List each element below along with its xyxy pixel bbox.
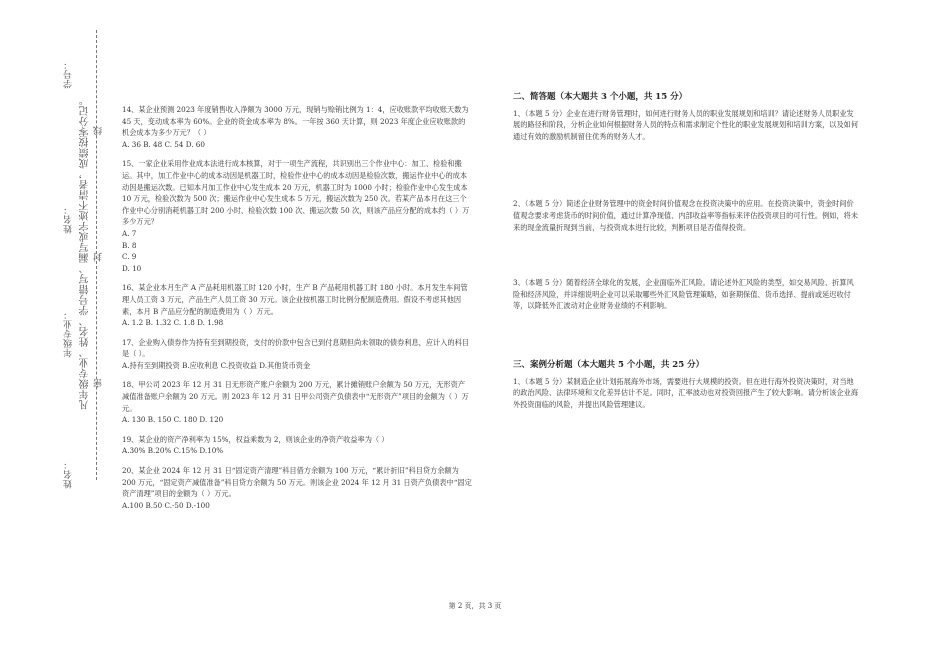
fold-mark: 封 xyxy=(94,252,104,262)
question-text: 17、企业购入债券作为持有至到期投资，支付的价款中包含已到付息期但尚未领取的债券利息，应计入的科目是（ ）。 xyxy=(122,337,469,359)
question-15 xyxy=(122,158,472,274)
short-answer-section-title: 二、简答题（本大题共 3 个小题，共 15 分） xyxy=(513,92,688,102)
major-label: 年级专业： xyxy=(64,310,74,358)
short-answer-3: 3、（本题 5 分）随着经济全球化的发展，企业面临外汇风险。请论述外汇风险的类型，如交易风险、折算风险和经济风险，并详细说明企业可以采取哪些外汇风险管理策略，如套期保值、货币选择、提前或延迟收付等，以降低外汇波动对企业财务业绩的不利影响。 xyxy=(513,278,854,311)
option-d: D. 10 xyxy=(122,263,142,273)
right-question-column xyxy=(513,92,858,410)
student-id-label: 学号： xyxy=(64,60,74,89)
line-mark: 线 xyxy=(94,126,104,136)
warning-text: 凡年级专业、姓名、学号错写、漏写或字迹不清者，成绩按零分记。 xyxy=(80,95,91,410)
question-options: A.持有至到期投资 B.应收利息 C.投资收益 D.其他货币资金 xyxy=(122,360,311,370)
question-18 xyxy=(122,379,472,425)
option-b: B. 8 xyxy=(122,240,137,250)
question-options: A.30% B.20% C.15% D.10% xyxy=(122,446,224,456)
question-16 xyxy=(122,282,472,328)
question-options: A. 36 B. 48 C. 54 D. 60 xyxy=(122,139,205,149)
seal-mark: 密 xyxy=(94,378,104,388)
option-a: A. 7 xyxy=(122,228,137,238)
school-label: 姓名： xyxy=(64,460,74,489)
question-text: 19、某企业的资产净利率为 15%，权益乘数为 2，则该企业的净资产收益率为（ ） xyxy=(122,434,389,444)
question-14 xyxy=(122,104,472,150)
question-text: 16、某企业本月生产 A 产品耗用机器工时 120 小时，生产 B 产品耗用机器工时 180 小时。本月发生车间管理人员工资 3 万元，产品生产人员工资 30 万元。该企业按机器工时比例分配制造费用。假设不考虑其他因素，本月 B 产品应分配的制造费用为（ ）万元。 xyxy=(122,283,468,316)
question-options: A. 1.2 B. 1.32 C. 1.8 D. 1.98 xyxy=(122,318,224,328)
option-c: C. 9 xyxy=(122,252,137,262)
short-answer-1: 1、（本题 5 分）企业在进行财务管理时，如何进行财务人员的职业发展规划和培训？请论述财务人员职业发展的路径和阶段，分析企业如何根据财务人员的特点和需求制定个性化的职业发展规划和培训方案，以及如何通过有效的激励机制留住优秀的财务人才。 xyxy=(513,108,859,141)
page-footer: 第 2 页，共 3 页 xyxy=(448,602,502,610)
question-text: 18、甲公司 2023 年 12 月 31 日无形资产账户余额为 200 万元，累计摊销账户余额为 50 万元，无形资产减值准备账户余额为 20 万元。则 2023 年 12 月 31 日甲公司资产负债表中“无形资产”项目的金额为（ ）万元。 xyxy=(122,380,469,413)
question-text: 14、某企业预测 2023 年度销售收入净额为 3000 万元，现销与赊销比例为 1：4，应收账款平均收账天数为 45 天，变动成本率为 60%。企业的资金成本率为 8%。一年按 360 天计算，则 2023 年度企业应收账款的机会成本为多少万元？（ ） xyxy=(122,105,469,138)
question-20 xyxy=(122,465,472,511)
name-label: 姓名： xyxy=(64,205,74,234)
question-17 xyxy=(122,337,472,372)
binding-cut-line xyxy=(96,30,97,480)
question-19 xyxy=(122,434,472,457)
short-answer-2: 2、（本题 5 分）简述企业财务管理中的资金时间价值观念在投资决策中的应用。在投资决策中，资金时间价值观念要求考虑货币的时间价值，通过计算净现值、内部收益率等指标来评估投资项目的可行性。例如，将未来的现金流量折现到当前，与投资成本进行比较，判断项目是否值得投资。 xyxy=(513,199,859,232)
question-text: 15、一家企业采用作业成本法进行成本核算，对于一项生产流程，共识别出三个作业中心：加工、检验和搬运。其中，加工作业中心的成本动因是机器工时，检验作业中心的成本动因是检验次数，搬运作业中心的成本动因是搬运次数。已知本月加工作业中心发生成本 20 万元，机器工时为 1000 小时；检验作业中心发生成本 10 万元，检验次数为 500 次；搬运作业中心发生成本 5 万元，搬运次数为 250 次。若某产品本月在这三个作业中心分别消耗机器工时 200 小时、检验次数 100 次、搬运次数 50 次，则该产品应分配的成本约（ ）万多少万元？ xyxy=(122,159,470,227)
left-question-column xyxy=(122,104,472,519)
question-options: A.100 B.50 C.-50 D.-100 xyxy=(122,500,210,510)
case-analysis-section-title: 三、案例分析题（本大题共 5 个小题，共 25 分） xyxy=(513,359,705,370)
question-text: 20、某企业 2024 年 12 月 31 日“固定资产清理”科目借方余额为 100 万元，“累计折旧”科目贷方余额为 200 万元，“固定资产减值准备”科目贷方余额为 50 万元。则该企业 2024 年 12 月 31 日资产负债表中“固定资产清理”项目的金额为（ ）万元。 xyxy=(122,466,472,499)
case-analysis-1: 1、（本题 5 分）某制造企业计划拓展海外市场，需要进行大规模的投资。但在进行海外投资决策时，对当地的政治风险、法律环境和文化差异估计不足。同时，汇率波动也对投资回报产生了较大影响。请分析该企业海外投资面临的风险，并提出风险管理建议。 xyxy=(513,376,859,409)
question-options: A. 130 B. 150 C. 180 D. 120 xyxy=(122,415,224,425)
